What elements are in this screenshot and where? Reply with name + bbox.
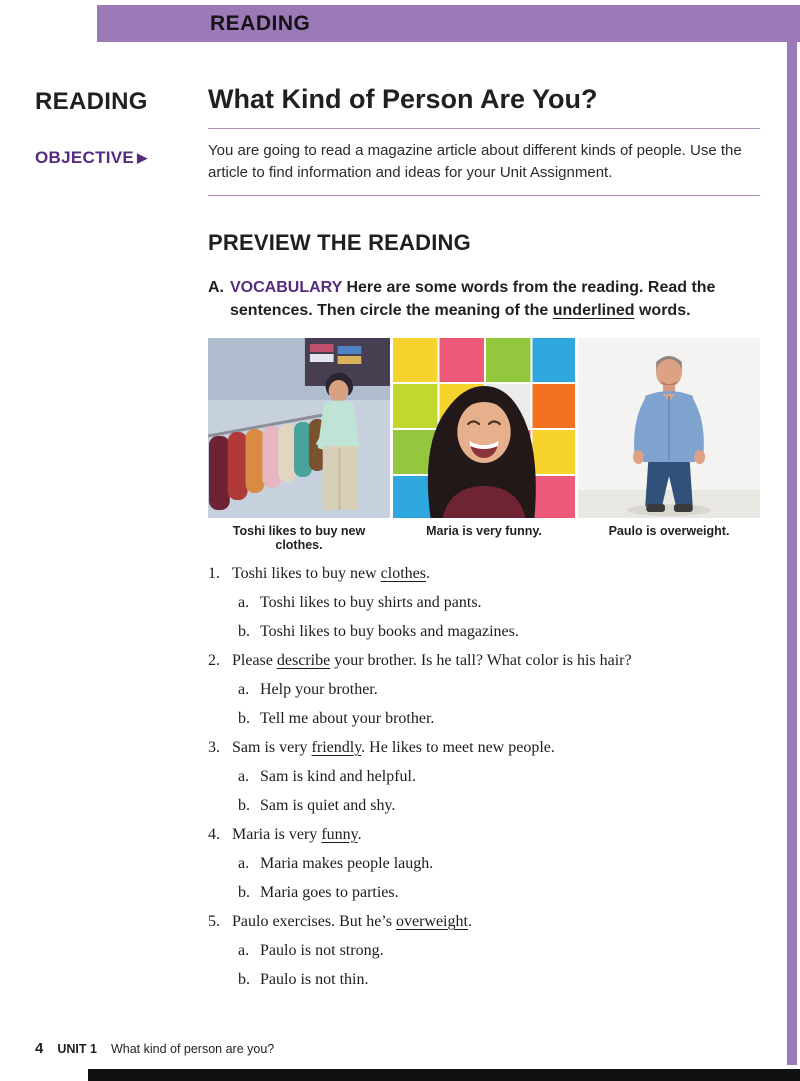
answer-option-b: b. Maria goes to parties. bbox=[238, 883, 399, 901]
unit-title: What kind of person are you? bbox=[110, 1042, 275, 1056]
answer-option-b: b. Paulo is not thin. bbox=[238, 970, 369, 988]
answer-option-b: b. Toshi likes to buy books and magazines. bbox=[238, 622, 519, 640]
activity-underlined-word: underlined bbox=[552, 301, 635, 319]
answer-option-a: a. Help your brother. bbox=[238, 680, 378, 698]
objective-label-text: OBJECTIVE bbox=[35, 148, 135, 167]
question-5 bbox=[208, 912, 760, 990]
question-number: 3. bbox=[208, 738, 220, 756]
question-3 bbox=[208, 738, 760, 816]
divider-rule-bottom bbox=[208, 195, 760, 196]
vocabulary-questions bbox=[208, 564, 760, 990]
question-sentence: 5. Paulo exercises. But he’s overweight. bbox=[208, 912, 472, 930]
underlined-word: friendly bbox=[311, 738, 362, 756]
page-title: What Kind of Person Are You? bbox=[208, 84, 598, 114]
reading-banner bbox=[97, 5, 800, 42]
vocabulary-label: VOCABULARY bbox=[230, 278, 343, 296]
divider-rule-top bbox=[208, 128, 760, 129]
objective-arrow-icon: ▶ bbox=[137, 150, 148, 165]
photo-caption-toshi: Toshi likes to buy new clothes. bbox=[232, 523, 366, 552]
photo-cell-maria bbox=[393, 338, 575, 540]
question-sentence: 2. Please describe your brother. Is he tall? What color is his hair? bbox=[208, 651, 632, 669]
photo-caption-paulo: Paulo is overweight. bbox=[608, 523, 730, 538]
answer-option-a: a. Sam is kind and helpful. bbox=[238, 767, 416, 785]
question-number: 5. bbox=[208, 912, 220, 930]
photo-cell-toshi bbox=[208, 338, 390, 552]
answer-option-a: a. Maria makes people laugh. bbox=[238, 854, 434, 872]
unit-label: UNIT 1 bbox=[57, 1042, 97, 1056]
photo-row bbox=[208, 338, 760, 552]
answer-option-b: b. Sam is quiet and shy. bbox=[238, 796, 396, 814]
photo-toshi-shopping bbox=[208, 338, 390, 518]
question-number: 1. bbox=[208, 564, 220, 582]
photo-caption-maria: Maria is very funny. bbox=[426, 523, 542, 538]
underlined-word: clothes bbox=[380, 564, 426, 582]
answer-option-b: b. Tell me about your brother. bbox=[238, 709, 435, 727]
photo-cell-paulo bbox=[578, 338, 760, 540]
section-label-reading: READING bbox=[35, 88, 148, 115]
photo-paulo-standing bbox=[578, 338, 760, 518]
underlined-word: funny bbox=[321, 825, 358, 843]
objective-label bbox=[35, 148, 147, 168]
underlined-word: describe bbox=[276, 651, 331, 669]
question-2 bbox=[208, 651, 760, 729]
question-sentence: 4. Maria is very funny. bbox=[208, 825, 362, 843]
underlined-word: overweight bbox=[395, 912, 468, 930]
activity-text bbox=[230, 276, 753, 322]
activity-text-part2: words. bbox=[634, 301, 691, 319]
question-4 bbox=[208, 825, 760, 903]
page-number: 4 bbox=[35, 1040, 44, 1057]
question-sentence: 3. Sam is very friendly. He likes to meet new people. bbox=[208, 738, 555, 756]
main-content bbox=[208, 84, 760, 999]
banner-title: READING bbox=[210, 11, 311, 35]
answer-option-a: a. Toshi likes to buy shirts and pants. bbox=[238, 593, 482, 611]
preview-heading: PREVIEW THE READING bbox=[208, 229, 471, 255]
activity-text-part1: Here are some words from the reading. Read the sentences. Then circle the meaning of the bbox=[230, 278, 716, 319]
activity-instructions bbox=[208, 276, 753, 322]
page-footer bbox=[35, 1040, 274, 1057]
activity-letter: A. bbox=[208, 278, 224, 296]
bottom-edge-bar bbox=[88, 1069, 800, 1081]
question-number: 4. bbox=[208, 825, 220, 843]
question-sentence: 1. Toshi likes to buy new clothes. bbox=[208, 564, 430, 582]
objective-text: You are going to read a magazine article about different kinds of people. Use the article to find information and ideas for your Unit Assignment. bbox=[208, 142, 742, 181]
question-1 bbox=[208, 564, 760, 642]
right-edge-stripe bbox=[787, 5, 797, 1065]
answer-option-a: a. Paulo is not strong. bbox=[238, 941, 384, 959]
photo-maria-smiling bbox=[393, 338, 575, 518]
question-number: 2. bbox=[208, 651, 220, 669]
